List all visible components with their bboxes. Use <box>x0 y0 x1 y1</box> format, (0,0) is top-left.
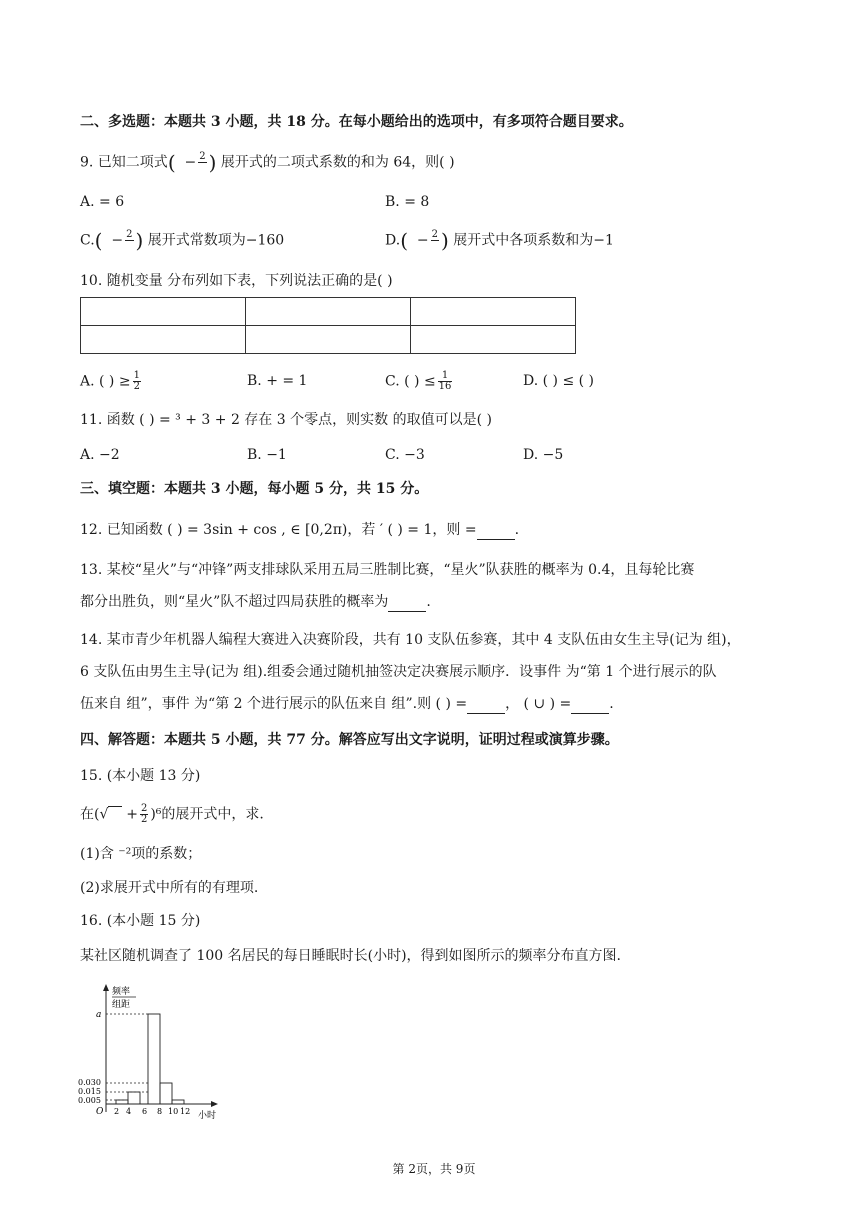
answer-blank <box>388 597 426 612</box>
origin-label: O <box>96 1107 104 1117</box>
q11-option-a: A. −2 <box>80 447 120 463</box>
ytick-a: a <box>96 1010 102 1020</box>
q9-fraction: 2 <box>199 151 206 162</box>
frequency-histogram <box>76 982 226 1122</box>
section3-heading: 三、填空题：本题共 3 小题，每小题 5 分，共 15 分。 <box>80 481 429 497</box>
q9-option-a: A. = 6 <box>80 194 125 210</box>
q9-stem: 9. 已知二项式( − 2 ) 展开式的二项式系数的和为 64，则( ) <box>80 150 455 175</box>
q11-option-d: D. −5 <box>523 447 564 463</box>
distribution-table <box>80 297 576 354</box>
xlabel: 小时 <box>198 1111 217 1121</box>
page-footer: 第 2页，共 9页 <box>392 1162 476 1176</box>
q10-stem: 10. 随机变量 分布列如下表，下列说法正确的是( ) <box>80 273 393 289</box>
answer-blank <box>467 699 505 714</box>
q15-label: 15. (本小题 13 分) <box>80 768 201 784</box>
q15-stem: 在(√ + $\frac{2}{2}$ )⁶的展开式中，求. <box>80 803 264 825</box>
ytick-0030: 0.030 <box>78 1078 101 1087</box>
q11-option-c: C. −3 <box>385 447 425 463</box>
xtick-6: 6 <box>142 1107 148 1116</box>
ytick-0015: 0.015 <box>78 1087 101 1096</box>
q9-option-d: D.( − 2 ) 展开式中各项系数和为−1 <box>385 228 614 253</box>
q10-option-b: B. + = 1 <box>247 373 308 389</box>
xtick-10: 10 <box>168 1107 179 1116</box>
q10-option-c: C. ( ) ≤ $\frac{1}{16}$ <box>385 370 452 392</box>
xtick-2: 2 <box>114 1107 120 1116</box>
q15-part2: (2)求展开式中所有的有理项. <box>80 880 259 896</box>
section4-heading: 四、解答题：本题共 5 小题，共 77 分。解答应写出文字说明，证明过程或演算步骤。 <box>80 732 619 748</box>
ylabel-top: 频率 <box>112 987 131 997</box>
bar-2-4 <box>116 1100 128 1104</box>
q13-line2: 都分出胜负，则“星火”队不超过四局获胜的概率为 . <box>80 594 431 610</box>
bar-8-10 <box>160 1083 172 1104</box>
y-axis-arrow <box>103 984 109 991</box>
q11-option-b: B. −1 <box>247 447 287 463</box>
ytick-0005: 0.005 <box>78 1096 101 1105</box>
xtick-4: 4 <box>126 1107 132 1116</box>
bar-10-12 <box>172 1100 184 1104</box>
xtick-12: 12 <box>180 1107 191 1116</box>
q14-line3: 伍来自 组”，事件 为“第 2 个进行展示的队伍来自 组”.则 ( ) = ， ( ∪ ) = . <box>80 696 614 712</box>
q12-stem: 12. 已知函数 ( ) = 3sin + cos , ∈ [0,2π)，若 ′ ( ) = 1，则 = . <box>80 522 520 538</box>
answer-blank <box>571 699 609 714</box>
q11-stem: 11. 函数 ( ) = ³ + 3 + 2 存在 3 个零点，则实数 的取值可以是( ) <box>80 412 492 428</box>
q13-line1: 13. 某校“星火”与“冲锋”两支排球队采用五局三胜制比赛，“星火”队获胜的概率为 0.4，且每轮比赛 <box>80 562 695 578</box>
q10-option-a: A. ( ) ≥ $\frac{1}{2}$ <box>80 370 140 392</box>
q15-part1: (1)含 ⁻²项的系数； <box>80 846 202 862</box>
answer-blank <box>477 525 515 540</box>
q14-line2: 6 支队伍由男生主导(记为 组).组委会通过随机抽签决定决赛展示顺序．设事件 为“第 1 个进行展示的队 <box>80 664 717 680</box>
bar-6-8 <box>148 1014 160 1104</box>
bar-4-6 <box>128 1092 140 1104</box>
q14-line1: 14. 某市青少年机器人编程大赛进入决赛阶段，共有 10 支队伍参赛，其中 4 支队伍由女生主导(记为 组)， <box>80 632 741 648</box>
q9-option-c: C.( − 2 ) 展开式常数项为−160 <box>80 228 285 253</box>
x-axis-arrow <box>211 1101 218 1107</box>
table-row <box>81 326 576 354</box>
xtick-8: 8 <box>157 1107 163 1116</box>
section2-heading: 二、多选题：本题共 3 小题，共 18 分。在每小题给出的选项中，有多项符合题目要求。 <box>80 114 633 130</box>
q10-option-d: D. ( ) ≤ ( ) <box>523 373 595 389</box>
q9-option-b: B. = 8 <box>385 194 430 210</box>
q16-label: 16. (本小题 15 分) <box>80 913 201 929</box>
table-row <box>81 298 576 326</box>
q16-stem: 某社区随机调查了 100 名居民的每日睡眠时长(小时)，得到如图所示的频率分布直方图. <box>80 948 621 964</box>
ylabel-bottom: 组距 <box>112 1000 131 1010</box>
